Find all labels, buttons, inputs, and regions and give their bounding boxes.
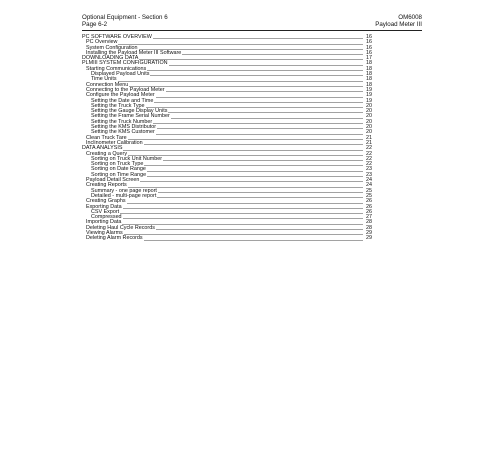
toc-dot-leader xyxy=(158,192,363,193)
toc-entry-page: 20 xyxy=(366,129,372,136)
toc-entry-page: 16 xyxy=(366,44,372,51)
toc-entry-page: 18 xyxy=(366,71,372,78)
toc-entry-page: 18 xyxy=(366,76,372,83)
toc-dot-leader xyxy=(153,38,363,39)
toc-entry-page: 18 xyxy=(366,65,372,72)
toc-entry-title: Sorting on Truck Unit Number xyxy=(91,155,163,162)
toc-entry-page: 19 xyxy=(366,92,372,99)
toc-entry-title: Sorting on Truck Type xyxy=(91,161,144,168)
toc-dot-leader xyxy=(147,176,363,177)
toc-entry-page: 29 xyxy=(366,229,372,236)
toc-entry-page: 25 xyxy=(366,187,372,194)
toc-entry-title: Deleting Haul Cycle Records xyxy=(86,224,155,231)
toc-entry-page: 28 xyxy=(366,224,372,231)
toc-dot-leader xyxy=(163,160,363,161)
toc-dot-leader xyxy=(154,102,363,103)
toc-entry-title: Time Units xyxy=(91,76,117,83)
toc-entry-page: 18 xyxy=(366,81,372,88)
toc-entry-page: 20 xyxy=(366,102,372,109)
toc-entry-page: 20 xyxy=(366,108,372,115)
toc-dot-leader xyxy=(139,59,363,60)
toc-entry-page: 26 xyxy=(366,203,372,210)
toc-entry-page: 22 xyxy=(366,145,372,152)
toc-entry-title: Setting the KMS Customer xyxy=(91,129,155,136)
toc-entry-title: CSV Export xyxy=(91,208,120,215)
toc-dot-leader xyxy=(123,150,363,151)
toc-entry-page: 23 xyxy=(366,166,372,173)
toc-entry-title: DATA ANALYSIS xyxy=(82,145,123,152)
toc-dot-leader xyxy=(169,65,363,66)
toc-entry-title: Setting the Date and Time xyxy=(91,97,154,104)
toc-entry-title: Sorting on Date Range xyxy=(91,166,146,173)
header-section-title: Optional Equipment - Section 6 xyxy=(82,14,168,21)
toc-entry-title: Inclinometer Calibration xyxy=(86,139,143,146)
toc-entry-page: 24 xyxy=(366,177,372,184)
toc-dot-leader xyxy=(122,224,363,225)
header-page-number: Page 6-2 xyxy=(82,21,108,29)
toc-entry-page: 17 xyxy=(366,55,372,62)
toc-entry-title: DOWNLOADING DATA xyxy=(82,55,139,62)
toc-entry-page: 24 xyxy=(366,182,372,189)
toc-entry-title: Starting Communications xyxy=(86,65,147,72)
toc-dot-leader xyxy=(144,240,363,241)
toc-dot-leader xyxy=(156,229,363,230)
toc-dot-leader xyxy=(150,75,363,76)
toc-entry-title: Viewing Alarms xyxy=(86,229,123,236)
header-row-bottom xyxy=(82,21,422,28)
header-divider xyxy=(82,30,422,31)
toc-entry-page: 16 xyxy=(366,49,372,56)
toc-entry-page: 25 xyxy=(366,192,372,199)
toc-entry-page: 26 xyxy=(366,198,372,205)
toc-entry[interactable] xyxy=(82,236,372,241)
toc-dot-leader xyxy=(123,218,363,219)
toc-entry-page: 22 xyxy=(366,161,372,168)
toc-dot-leader xyxy=(127,203,363,204)
toc-dot-leader xyxy=(156,134,363,135)
header-row-top xyxy=(82,14,422,21)
toc-entry-page: 18 xyxy=(366,60,372,67)
toc-entry-title: Creating a Query xyxy=(86,150,128,157)
toc-entry-page: 21 xyxy=(366,134,372,141)
toc-entry-page: 21 xyxy=(366,139,372,146)
toc-dot-leader xyxy=(144,165,363,166)
toc-entry-title: Creating Reports xyxy=(86,182,127,189)
toc-dot-leader xyxy=(118,81,363,82)
table-of-contents xyxy=(82,35,372,242)
toc-entry-title: PC SOFTWARE OVERVIEW xyxy=(82,34,152,40)
toc-entry-page: 20 xyxy=(366,124,372,131)
toc-dot-leader xyxy=(147,171,363,172)
toc-dot-leader xyxy=(147,70,363,71)
toc-dot-leader xyxy=(171,118,363,119)
toc-dot-leader xyxy=(144,144,363,145)
toc-entry-title: PC Overview xyxy=(86,39,118,46)
toc-entry-title: Configure the Payload Meter xyxy=(86,92,155,99)
toc-dot-leader xyxy=(146,107,363,108)
toc-entry-page: 20 xyxy=(366,118,372,125)
toc-dot-leader xyxy=(157,128,363,129)
header-document-code: OM6008 xyxy=(398,14,422,21)
toc-entry-page: 22 xyxy=(366,155,372,162)
toc-dot-leader xyxy=(157,197,363,198)
toc-entry-title: Setting the Frame Serial Number xyxy=(91,113,170,120)
page-header xyxy=(82,14,422,28)
toc-entry-title: Setting the Truck Type xyxy=(91,102,145,109)
toc-entry-page: 16 xyxy=(366,39,372,46)
toc-entry-title: Deleting Alarm Records xyxy=(86,235,143,242)
toc-entry-title: Setting the KMS Distributor xyxy=(91,124,157,131)
toc-dot-leader xyxy=(123,208,363,209)
toc-entry-page: 16 xyxy=(366,34,372,40)
toc-entry-title: PLMIII SYSTEM CONFIGURATION xyxy=(82,60,168,67)
toc-entry-title: Installing the Payload Meter III Software xyxy=(86,49,182,56)
toc-dot-leader xyxy=(118,44,363,45)
toc-entry-page: 19 xyxy=(366,86,372,93)
toc-entry-page: 27 xyxy=(366,214,372,221)
toc-entry-title: Setting the Truck Number xyxy=(91,118,153,125)
toc-dot-leader xyxy=(166,91,363,92)
toc-dot-leader xyxy=(120,213,363,214)
toc-entry-page: 23 xyxy=(366,171,372,178)
toc-entry-page: 19 xyxy=(366,97,372,104)
toc-dot-leader xyxy=(153,123,363,124)
toc-entry-title: Detailed - multi-page report xyxy=(91,192,157,199)
toc-entry-page: 28 xyxy=(366,219,372,226)
toc-dot-leader xyxy=(168,112,363,113)
toc-entry-title: Clean Truck Tare xyxy=(86,134,127,141)
toc-dot-leader xyxy=(140,181,363,182)
toc-entry-page: 29 xyxy=(366,235,372,242)
header-document-title: Payload Meter III xyxy=(375,21,422,29)
toc-entry-title: Exporting Data xyxy=(86,203,122,210)
toc-dot-leader xyxy=(182,54,363,55)
toc-entry-title: Payload Detail Screen xyxy=(86,177,140,184)
toc-dot-leader xyxy=(128,139,363,140)
toc-entry-title: Compressed xyxy=(91,214,122,221)
toc-dot-leader xyxy=(156,97,363,98)
toc-dot-leader xyxy=(128,187,363,188)
toc-dot-leader xyxy=(124,234,363,235)
toc-entry-title: Creating Graphs xyxy=(86,198,126,205)
toc-entry-page: 22 xyxy=(366,150,372,157)
toc-entry-page: 20 xyxy=(366,113,372,120)
toc-entry-title: Setting the Gauge Display Units xyxy=(91,108,168,115)
toc-entry-title: Displayed Payload Units xyxy=(91,71,150,78)
toc-entry-title: Importing Data xyxy=(86,219,122,226)
toc-entry-title: Summary - one page report xyxy=(91,187,157,194)
toc-entry-title: Connection Menu xyxy=(86,81,129,88)
toc-entry-page: 26 xyxy=(366,208,372,215)
toc-entry-title: System Configuration xyxy=(86,44,138,51)
toc-dot-leader xyxy=(128,155,363,156)
toc-entry-title: Sorting on Time Range xyxy=(91,171,147,178)
toc-entry-title: Connecting to the Payload Meter xyxy=(86,86,165,93)
